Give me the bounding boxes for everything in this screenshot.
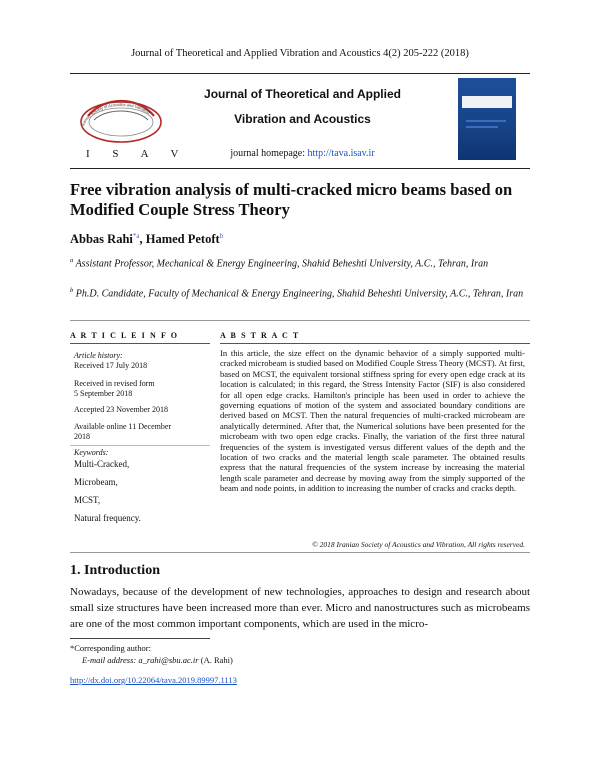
authors xyxy=(70,232,223,247)
corresponding-author: *Corresponding author: xyxy=(70,643,151,653)
keywords-label-text: Keywords: xyxy=(74,448,109,457)
affiliation-sup: a xyxy=(70,257,74,264)
svg-text:Iranian Society of Acoustics a xyxy=(80,102,151,126)
journal-cover-image xyxy=(458,78,516,160)
journal-cover-band xyxy=(462,96,512,108)
introduction-text: Nowadays, because of the development of new technologies, approaches to design and research about small size structures have been increased more than ever. Micro and nanostructures such as microbeams are one of the most common important components, which are used in the micro- xyxy=(70,586,530,630)
affiliation-b xyxy=(70,284,530,301)
header-rule xyxy=(70,73,530,74)
keyword: Multi-Cracked, xyxy=(74,459,130,469)
accepted-date: Accepted 23 November 2018 xyxy=(74,405,168,414)
history-label-text: Article history: xyxy=(74,351,123,360)
homepage-link[interactable]: http://tava.isav.ir xyxy=(307,148,375,159)
journal-cover-line xyxy=(466,120,506,122)
revised-date-line1: Received in revised form xyxy=(74,379,155,388)
journal-cover-line xyxy=(466,126,498,128)
abstract-rule xyxy=(220,343,530,344)
email-line xyxy=(82,655,233,665)
email-suffix: (A. Rahi) xyxy=(200,655,233,665)
logo-arc-text: Iranian Society of Acoustics and Vibration xyxy=(80,101,152,127)
revised-date-line2: 5 September 2018 xyxy=(74,389,133,398)
affiliation-sup: b xyxy=(70,287,74,294)
copyright: © 2018 Iranian Society of Acoustics and Vibration, All rights reserved. xyxy=(312,540,525,549)
email-label: E-mail address: xyxy=(82,655,137,665)
history-label xyxy=(74,351,123,361)
keywords-rule xyxy=(70,445,210,446)
abstract-bottom-rule xyxy=(70,552,530,553)
doi-link[interactable]: http://dx.doi.org/10.22064/tava.2019.89997.1113 xyxy=(70,675,237,685)
journal-title-line1: Journal of Theoretical and Applied xyxy=(204,87,401,101)
journal-title-line2: Vibration and Acoustics xyxy=(234,112,371,126)
keyword: Natural frequency. xyxy=(74,513,141,523)
author-sup[interactable]: *a xyxy=(132,232,140,240)
article-title: Free vibration analysis of multi-cracked micro beams based on Modified Couple Stress Theory xyxy=(70,180,513,219)
footnote-rule xyxy=(70,638,210,639)
author-name: Abbas Rahi xyxy=(70,232,133,247)
article-info-rule xyxy=(70,343,210,344)
article-info-heading: A R T I C L E I N F O xyxy=(70,331,179,340)
homepage-label: journal homepage: xyxy=(230,148,306,159)
isav-logo xyxy=(74,86,168,144)
email-address[interactable]: a_rahi@sbu.ac.ir xyxy=(138,655,199,665)
author-separator: , xyxy=(139,232,146,247)
keyword: MCST, xyxy=(74,495,101,505)
isav-letters: I S A V xyxy=(86,148,189,160)
running-head: Journal of Theoretical and Applied Vibration and Acoustics 4(2) 205-222 (2018) xyxy=(131,48,469,59)
abstract-heading: A B S T R A C T xyxy=(220,331,300,340)
received-date: Received 17 July 2018 xyxy=(74,361,148,370)
introduction-heading: 1. Introduction xyxy=(70,563,160,578)
author-name: Hamed Petoft xyxy=(145,232,220,247)
keywords-label xyxy=(74,448,108,458)
abstract-text: In this article, the size effect on the dynamic behavior of a simply supported multi-cracked microbeam is studied based on Modified Couple Stress Theory (MCST). At first, based on MCST, the equivalent torsional stiffness spring for every open edge crack at its location is calculated; in this regard, the Stress Intensity Factor (SIF) is also considered for all open edge cracks. Hamilton's principle has been used in order to achieve the governing equations of motion of the system and associated boundary conditions are derived based on MCST. Then the natural frequencies of multi-cracked microbeam are analytically determined. After that, the Numerical solutions have been presented for the microbeam with two open edge cracks. Finally, the variation of the first three natural frequencies of the system is investigated versus different values of the depth and the location of two cracks and the material length scale parameter. The obtained results express that the natural frequencies of the system increase by increasing the material length scale parameter and decrease by moving away from the simply supported of the beam and node points, in addition to increasing the number of cracks and cracks depth. xyxy=(220,348,525,494)
journal-homepage xyxy=(180,148,425,159)
affiliation-a xyxy=(70,254,530,271)
header-bottom-rule xyxy=(70,168,530,169)
online-date-line2: 2018 xyxy=(74,432,90,441)
affiliation-text: Assistant Professor, Mechanical & Energy Engineering, Shahid Beheshti University, A.C., Tehran, Iran xyxy=(75,258,489,270)
affiliation-rule xyxy=(70,320,530,321)
author-sup[interactable]: b xyxy=(219,232,224,240)
keyword: Microbeam, xyxy=(74,477,118,487)
online-date-line1: Available online 11 December xyxy=(74,422,172,431)
affiliation-text: Ph.D. Candidate, Faculty of Mechanical & Energy Engineering, Shahid Beheshti University, A.C., Tehran, Iran xyxy=(75,288,524,300)
